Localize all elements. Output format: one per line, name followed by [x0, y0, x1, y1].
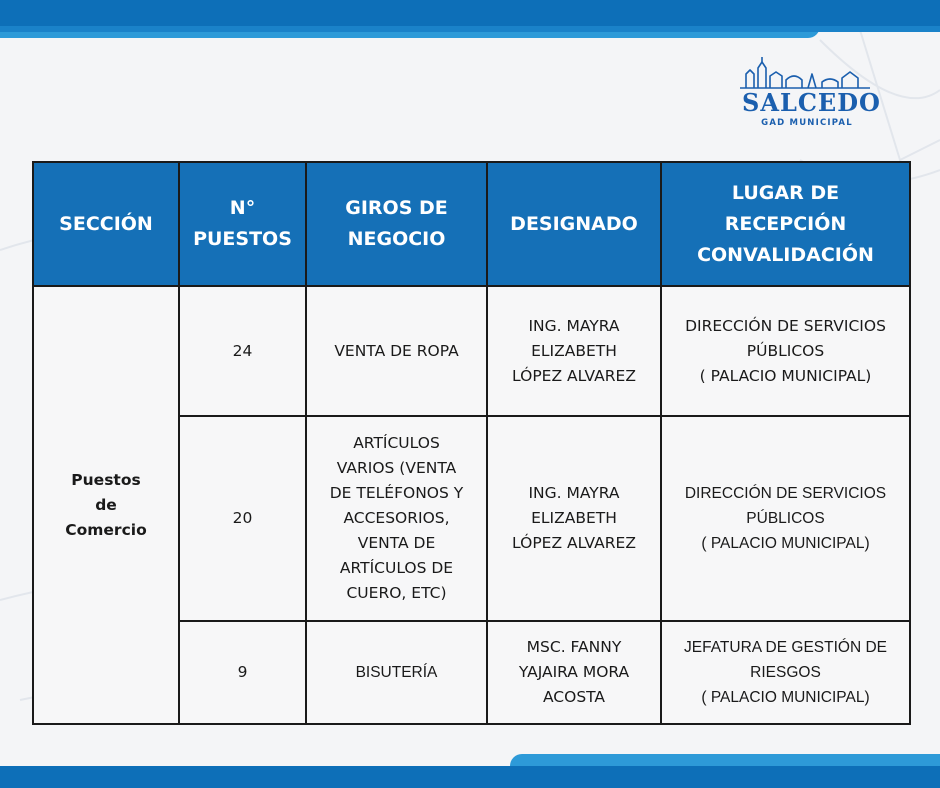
bottom-band [0, 766, 940, 788]
giro-cell: VENTA DE ROPA [306, 286, 487, 416]
puestos-cell: 9 [179, 621, 306, 724]
header-seccion: SECCIÓN [33, 162, 179, 286]
logo-subtitle: GAD MUNICIPAL [761, 118, 853, 128]
top-band-stripe [0, 26, 940, 32]
giro-cell: BISUTERÍA [306, 621, 487, 724]
table-row [33, 286, 910, 416]
giro-cell: ARTÍCULOS VARIOS (VENTA DE TELÉFONOS Y ACCESORIOS, VENTA DE ARTÍCULOS DE CUERO, ETC) [306, 416, 487, 621]
header-designado: DESIGNADO [487, 162, 661, 286]
puestos-cell: 24 [179, 286, 306, 416]
convalidation-table [32, 161, 911, 725]
top-band [0, 0, 940, 26]
header-lugar: LUGAR DE RECEPCIÓN CONVALIDACIÓN [661, 162, 910, 286]
logo-title: SALCEDO [742, 88, 881, 117]
designado-cell: MSC. FANNY YAJAIRA MORA ACOSTA [487, 621, 661, 724]
table-header-row [33, 162, 910, 286]
header-puestos: N° PUESTOS [179, 162, 306, 286]
lugar-cell: JEFATURA DE GESTIÓN DE RIESGOS ( PALACIO MUNICIPAL) [661, 621, 910, 724]
lugar-cell: DIRECCIÓN DE SERVICIOS PÚBLICOS ( PALACIO MUNICIPAL) [661, 286, 910, 416]
designado-cell: ING. MAYRA ELIZABETH LÓPEZ ALVAREZ [487, 416, 661, 621]
section-cell: Puestos de Comercio [33, 286, 179, 724]
header-giros: GIROS DE NEGOCIO [306, 162, 487, 286]
lugar-cell: DIRECCIÓN DE SERVICIOS PÚBLICOS ( PALACIO MUNICIPAL) [661, 416, 910, 621]
puestos-cell: 20 [179, 416, 306, 621]
designado-cell: ING. MAYRA ELIZABETH LÓPEZ ALVAREZ [487, 286, 661, 416]
